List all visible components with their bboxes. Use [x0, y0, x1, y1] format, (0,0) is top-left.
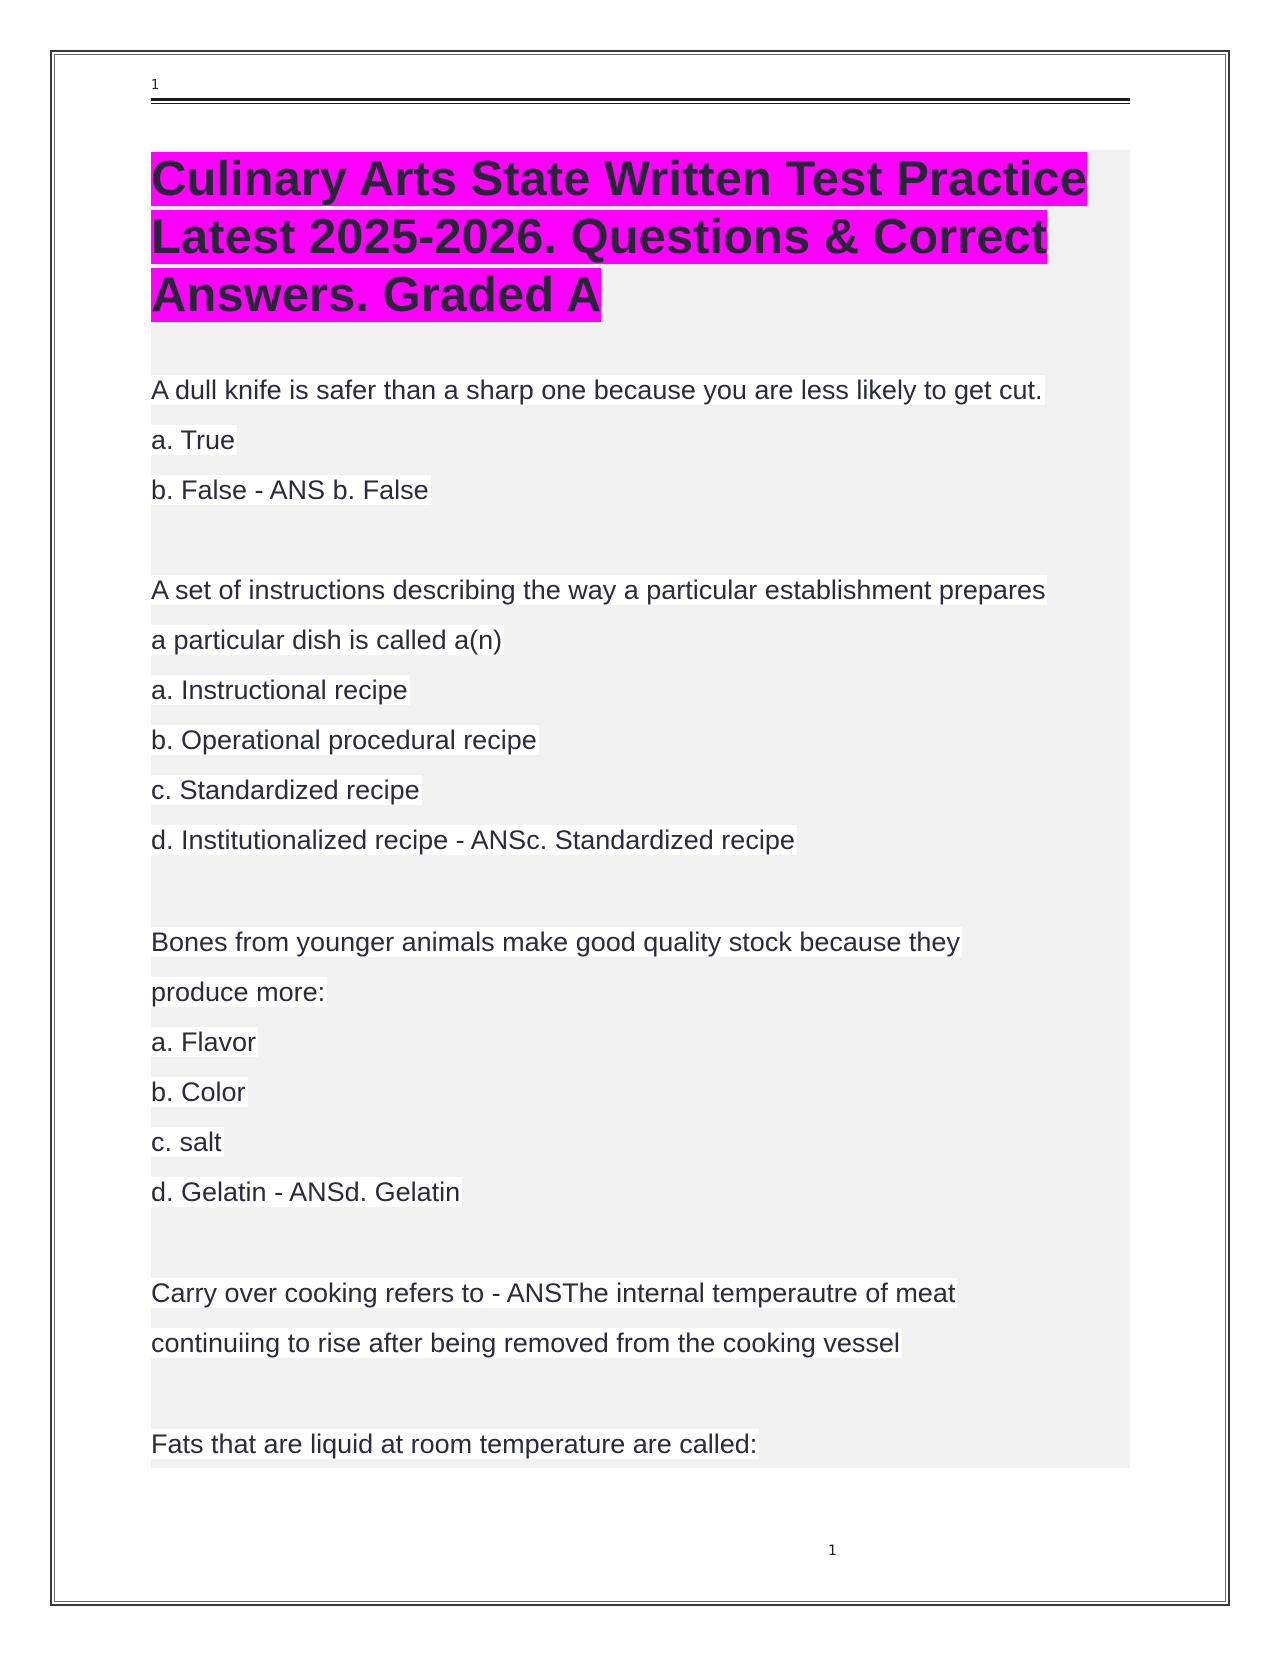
question-3-option-c: c. salt — [151, 1127, 222, 1157]
question-3-option-d-answer: d. Gelatin - ANSd. Gelatin — [151, 1177, 461, 1207]
title-highlight: Culinary Arts State Written Test Practice Latest 2025-2026. Questions & Correct Answers. Graded A — [151, 152, 1087, 322]
question-1-option-b-answer: b. False - ANS b. False — [151, 475, 429, 505]
question-2-option-d-answer: d. Institutionalized recipe - ANSc. Standardized recipe — [151, 825, 795, 855]
question-4-text: Carry over cooking refers to - ANSThe internal temperautre of meat — [151, 1278, 956, 1308]
question-2-option-b: b. Operational procedural recipe — [151, 725, 537, 755]
question-3-text: Bones from younger animals make good quality stock because they — [151, 927, 960, 957]
content-background — [151, 150, 1130, 1468]
question-2-option-a: a. Instructional recipe — [151, 675, 408, 705]
question-2-text-cont: a particular dish is called a(n) — [151, 625, 503, 655]
question-3-option-b: b. Color — [151, 1077, 246, 1107]
footer-page-number: 1 — [828, 1543, 837, 1559]
question-2-option-c: c. Standardized recipe — [151, 775, 420, 805]
question-3-option-a: a. Flavor — [151, 1027, 257, 1057]
question-1-text: A dull knife is safer than a sharp one because you are less likely to get cut. — [151, 375, 1043, 405]
question-3-text-cont: produce more: — [151, 977, 326, 1007]
header-rule-thin — [151, 103, 1130, 104]
document-title — [151, 150, 1130, 324]
question-5-text: Fats that are liquid at room temperature are called: — [151, 1429, 758, 1459]
header-page-number: 1 — [151, 78, 160, 93]
header-rule — [151, 98, 1130, 101]
question-4-answer-cont: continuiing to rise after being removed from the cooking vessel — [151, 1328, 900, 1358]
question-2-text: A set of instructions describing the way a particular establishment prepares — [151, 575, 1046, 605]
question-1-option-a: a. True — [151, 425, 236, 455]
